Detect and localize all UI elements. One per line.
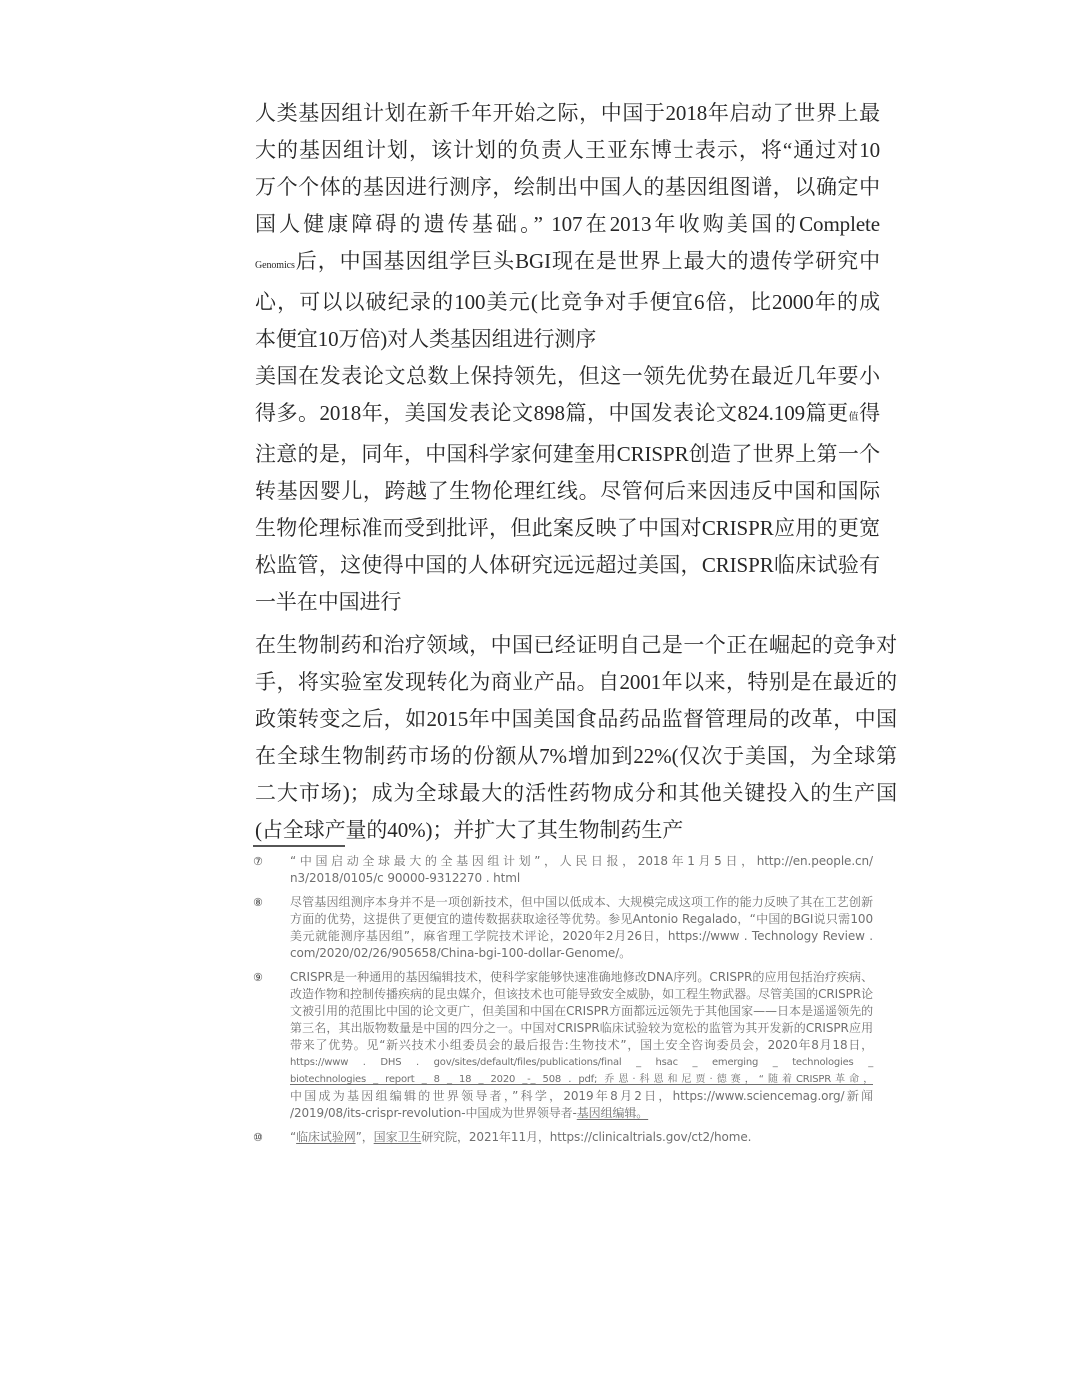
text-line xyxy=(255,169,880,206)
paragraph-publications-crispr xyxy=(255,358,880,621)
underlined-text: 临床试验网 xyxy=(296,1130,356,1144)
text-line xyxy=(255,132,880,169)
text-line xyxy=(255,436,880,473)
text-segment: 大的基因组计划，该计划的负责人王亚东博士表示，将“通过对10 xyxy=(255,138,880,162)
text-line xyxy=(255,701,897,738)
footnote-1 xyxy=(253,853,877,887)
text-line xyxy=(255,812,897,849)
footnote-marker: ⑦ xyxy=(253,855,263,868)
text-segment: 带来了优势。见“新兴技术小组委员会的最后报告:生物技术”，国土安全咨询委员会，2020年8月18日， xyxy=(290,1038,873,1052)
text-segment: 美元就能测序基因组”，麻省理工学院技术评论，2020年2月26日，https://www . Technology Review . xyxy=(290,929,873,943)
text-segment: “ xyxy=(290,1130,297,1144)
text-line xyxy=(290,853,873,870)
text-line xyxy=(255,738,897,775)
text-segment: 二大市场)；成为全球最大的活性药物成分和其他关键投入的生产国 xyxy=(255,781,897,805)
footnote-2 xyxy=(253,894,877,962)
paragraph-biopharma-block xyxy=(255,627,897,849)
text-line xyxy=(255,473,880,510)
footnote-4 xyxy=(253,1129,877,1146)
text-line xyxy=(290,911,873,928)
text-line xyxy=(255,206,880,243)
text-segment: 改造作物和控制传播疾病的昆虫媒介，但该技术也可能导致安全威胁，如工程生物武器。尽管美国的CRISPR论 xyxy=(290,987,873,1001)
text-segment: 国人健康障碍的遗传基础。” 107在2013年收购美国的Complete xyxy=(255,212,880,236)
text-segment: 美国在发表论文总数上保持领先，但这一领先优势在最近几年要小 xyxy=(255,364,880,388)
footnote-text xyxy=(290,894,873,962)
text-line xyxy=(255,321,880,358)
small-inline-text: Genomics xyxy=(255,260,295,271)
text-segment: 万个个体的基因进行测序，绘制出中国人的基因组图谱，以确定中 xyxy=(255,175,880,199)
text-segment: com/2020/02/26/905658/China-bgi-100-dollar-Genome/。 xyxy=(290,946,632,960)
text-line xyxy=(290,969,873,986)
text-segment: 得多。2018年，美国发表论文898篇，中国发表论文824.109篇更 xyxy=(255,401,849,425)
text-segment: CRISPR是一种通用的基因编辑技术，使科学家能够快速准确地修改DNA序列。CRISPR的应用包括治疗疾病、 xyxy=(290,970,873,984)
text-line xyxy=(290,1071,873,1088)
text-line xyxy=(290,1105,873,1122)
text-line xyxy=(255,510,880,547)
text-line xyxy=(255,95,880,132)
footnote-marker: ⑩ xyxy=(253,1131,263,1144)
underlined-text: biotechnologies _ report _ 8 _ 18 _ 2020 _-_ 508 . pdf; 乔恩·科恩和尼贾·德赛，“随着CRISPR革命， xyxy=(290,1074,873,1085)
text-segment: 在全球生物制药市场的份额从7%增加到22%(仅次于美国，为全球第 xyxy=(255,744,897,768)
text-line xyxy=(290,1020,873,1037)
footnote-text xyxy=(290,1129,873,1146)
footnote-separator xyxy=(253,845,345,847)
text-line xyxy=(290,1054,873,1071)
text-line xyxy=(255,775,897,812)
text-segment: /2019/08/its-crispr-revolution-中国成为世界领导者- xyxy=(290,1106,577,1120)
text-segment: 手，将实验室发现转化为商业产品。自2001年以来，特别是在最近的 xyxy=(255,670,897,694)
text-line xyxy=(290,1037,873,1054)
text-segment: 本便宜10万倍)对人类基因组进行测序 xyxy=(255,327,597,351)
text-line xyxy=(290,945,873,962)
text-segment: 心，可以以破纪录的100美元(比竞争对手便宜6倍，比2000年的成 xyxy=(255,290,880,314)
text-line xyxy=(255,284,880,321)
text-segment: 第三名，其出版物数量是中国的四分之一。中国对CRISPR临床试验较为宽松的监管为其开发新的CRISPR应用 xyxy=(290,1021,873,1035)
footnote-marker: ⑧ xyxy=(253,896,263,909)
text-line xyxy=(255,547,880,584)
footnote-text xyxy=(290,969,873,1122)
text-line xyxy=(290,928,873,945)
underlined-text: 国家卫生 xyxy=(373,1130,422,1144)
text-segment: 后，中国基因组学巨头BGI现在是世界上最大的遗传学研究中 xyxy=(294,249,880,273)
text-line xyxy=(290,1129,873,1146)
text-segment: 方面的优势，这提供了更便宜的遗传数据获取途径等优势。参见Antonio Regalado，“中国的BGI说只需100 xyxy=(290,912,873,926)
text-line xyxy=(290,1088,873,1105)
text-segment: 得 xyxy=(859,401,880,425)
text-segment: n3/2018/0105/c 90000-9312270 . html xyxy=(290,871,521,885)
text-segment: 生物伦理标准而受到批评，但此案反映了中国对CRISPR应用的更宽 xyxy=(255,516,880,540)
underlined-text: 基因组编辑。 xyxy=(576,1106,649,1120)
text-segment: “中国启动全球最大的全基因组计划”，人民日报，2018年1月5日，http://en.people.cn/ xyxy=(290,854,873,868)
paragraph-biopharma xyxy=(255,627,897,849)
footnote-text xyxy=(290,853,873,887)
text-segment: 政策转变之后，如2015年中国美国食品药品监督管理局的改革，中国 xyxy=(255,707,897,731)
text-segment: ”， xyxy=(355,1130,374,1144)
text-line xyxy=(255,627,897,664)
text-line xyxy=(255,358,880,395)
main-text-block xyxy=(255,95,880,621)
text-segment: 尽管基因组测序本身并不是一项创新技术，但中国以低成本、大规模完成这项工作的能力反映了其在工艺创新 xyxy=(290,895,873,909)
text-line xyxy=(255,395,880,436)
text-line xyxy=(255,664,897,701)
text-segment: https://www . DHS . gov/sites/default/files/publications/final _ hsac _ emerging _ technologies _ xyxy=(290,1057,873,1068)
text-segment: 文被引用的范围比中国的论文更广，但美国和中国在CRISPR方面都远远领先于其他国家——日本是遥遥领先的 xyxy=(290,1004,873,1018)
footnote-marker: ⑨ xyxy=(253,971,263,984)
text-segment: 在生物制药和治疗领域，中国已经证明自己是一个正在崛起的竞争对 xyxy=(255,633,897,657)
footnote-3 xyxy=(253,969,877,1122)
paragraph-human-genome xyxy=(255,95,880,358)
text-line xyxy=(290,1003,873,1020)
text-segment: 研究院，2021年11月，https://clinicaltrials.gov/ct2/home. xyxy=(421,1130,752,1144)
text-segment: 转基因婴儿，跨越了生物伦理红线。尽管何后来因违反中国和国际 xyxy=(255,479,880,503)
text-line xyxy=(290,870,873,887)
text-segment: 人类基因组计划在新千年开始之际，中国于2018年启动了世界上最 xyxy=(255,101,880,125)
text-segment: 中国成为基因组编辑的世界领导者，”科学，2019年8月2日，https://www.sciencemag.org/新闻 xyxy=(290,1089,873,1103)
small-inline-text: 值 xyxy=(848,412,860,423)
text-line xyxy=(255,243,880,284)
text-segment: 松监管，这使得中国的人体研究远远超过美国，CRISPR临床试验有 xyxy=(255,553,880,577)
footnotes-section xyxy=(253,845,877,1153)
text-segment: (占全球产量的40%)；并扩大了其生物制药生产 xyxy=(255,818,684,842)
text-segment: 注意的是，同年，中国科学家何建奎用CRISPR创造了世界上第一个 xyxy=(255,442,880,466)
text-line xyxy=(290,894,873,911)
text-line xyxy=(255,584,880,621)
text-line xyxy=(290,986,873,1003)
text-segment: 一半在中国进行 xyxy=(255,590,402,614)
